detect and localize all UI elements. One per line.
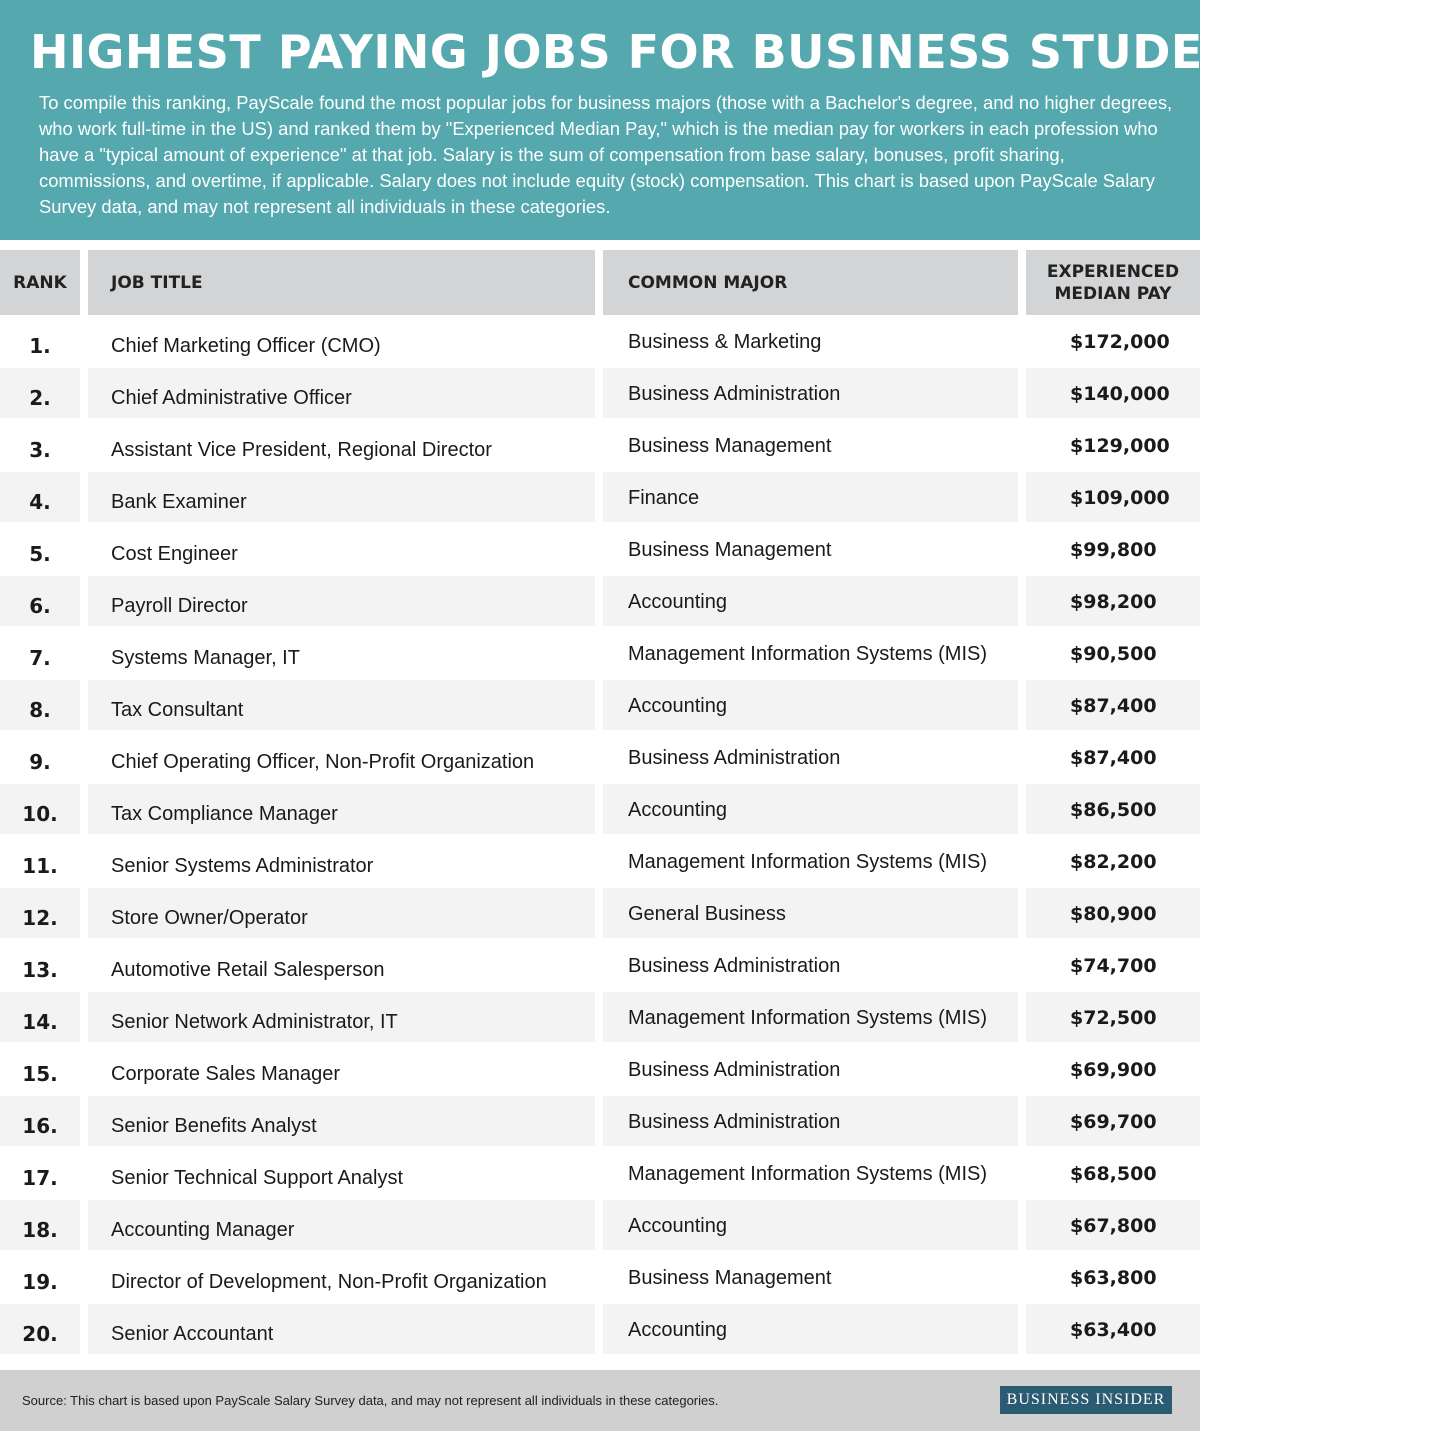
- table-row: [0, 576, 1200, 628]
- job-title-cell: Assistant Vice President, Regional Director: [111, 439, 492, 461]
- median-pay-cell: $140,000: [1026, 368, 1200, 418]
- rank-cell: 6.: [0, 576, 80, 626]
- common-major-cell: Accounting: [603, 784, 1018, 834]
- median-pay-cell: $98,200: [1026, 576, 1200, 626]
- rank-cell: 2.: [0, 368, 80, 418]
- rank-cell: 1.: [29, 334, 51, 358]
- common-major-cell: Accounting: [603, 1304, 1018, 1354]
- median-pay-cell: $109,000: [1026, 472, 1200, 522]
- median-pay-cell: $72,500: [1026, 992, 1200, 1042]
- job-title-cell: Tax Consultant: [88, 680, 595, 730]
- table-row: [0, 420, 1200, 472]
- common-major-cell: Management Information Systems (MIS): [628, 851, 988, 873]
- header-banner: [0, 0, 1454, 240]
- common-major-cell: General Business: [603, 888, 1018, 938]
- table-row: [0, 992, 1200, 1044]
- rank-cell: 15.: [22, 1062, 58, 1086]
- common-major-cell: Business Management: [628, 539, 832, 561]
- table-row: [0, 732, 1200, 784]
- job-title-cell: Senior Network Administrator, IT: [88, 992, 595, 1042]
- common-major-cell: Management Information Systems (MIS): [603, 992, 1018, 1042]
- common-major-cell: Business Administration: [628, 955, 841, 977]
- table-row: [0, 1096, 1200, 1148]
- common-major-cell: Finance: [603, 472, 1018, 522]
- rank-cell: 4.: [0, 472, 80, 522]
- median-pay-cell: $90,500: [1070, 643, 1157, 665]
- median-pay-cell: $172,000: [1070, 331, 1170, 353]
- column-header-common-major: COMMON MAJOR: [603, 250, 1018, 315]
- rank-cell: 5.: [29, 542, 51, 566]
- median-pay-cell: $87,400: [1070, 747, 1157, 769]
- median-pay-cell: $69,900: [1070, 1059, 1157, 1081]
- table-row: [0, 1252, 1200, 1304]
- source-note: Source: This chart is based upon PayScale Salary Survey data, and may not represent all individuals in these categories.: [22, 1393, 719, 1408]
- column-header-job-title: JOB TITLE: [88, 250, 595, 315]
- salary-table-body: [0, 316, 1200, 1356]
- rank-cell: 8.: [0, 680, 80, 730]
- job-title-cell: Chief Operating Officer, Non-Profit Organization: [111, 751, 535, 773]
- table-row: [0, 836, 1200, 888]
- table-row: [0, 1200, 1200, 1252]
- median-pay-cell: $63,400: [1026, 1304, 1200, 1354]
- intro-text: To compile this ranking, PayScale found the most popular jobs for business majors (those with a Bachelor's degree, and no higher degrees, who work full-time in the US) and ranked them by "Experienced Median Pay," which is the median pay for workers in each profession who have a "typical amount of experience" at that job. Salary is the sum of compensation from base salary, bonuses, profit sharing, commissions, and overtime, if applicable. Salary does not include equity (stock) compensation. This chart is based upon PayScale Salary Survey data, and may not represent all individuals in these categories.: [39, 92, 1173, 217]
- job-title-cell: Senior Accountant: [88, 1304, 595, 1354]
- job-title-cell: Corporate Sales Manager: [111, 1063, 341, 1085]
- footer: [0, 1370, 1200, 1431]
- rank-cell: 20.: [0, 1304, 80, 1354]
- rank-cell: 7.: [29, 646, 51, 670]
- table-row: [0, 940, 1200, 992]
- job-title-cell: Director of Development, Non-Profit Organization: [111, 1271, 547, 1293]
- common-major-cell: Business Management: [628, 435, 832, 457]
- median-pay-cell: $87,400: [1026, 680, 1200, 730]
- column-header-median-pay: EXPERIENCED MEDIAN PAY: [1026, 250, 1200, 315]
- median-pay-cell: $69,700: [1026, 1096, 1200, 1146]
- table-row: [0, 316, 1200, 368]
- job-title-cell: Accounting Manager: [88, 1200, 595, 1250]
- rank-cell: 3.: [29, 438, 51, 462]
- job-title-cell: Payroll Director: [88, 576, 595, 626]
- table-row: [0, 1044, 1200, 1096]
- median-pay-cell: $86,500: [1026, 784, 1200, 834]
- table-row: [0, 888, 1200, 940]
- rank-cell: 19.: [22, 1270, 58, 1294]
- job-title-cell: Chief Administrative Officer: [88, 368, 595, 418]
- median-pay-cell: $129,000: [1070, 435, 1170, 457]
- rank-cell: 18.: [0, 1200, 80, 1250]
- job-title-cell: Systems Manager, IT: [111, 647, 300, 669]
- common-major-cell: Accounting: [603, 680, 1018, 730]
- chart-title: HIGHEST PAYING JOBS FOR BUSINESS STUDENTS 2015: [30, 25, 1454, 79]
- common-major-cell: Accounting: [603, 1200, 1018, 1250]
- business-insider-logo: BUSINESS INSIDER: [1000, 1386, 1172, 1414]
- rank-cell: 14.: [0, 992, 80, 1042]
- median-pay-cell: $63,800: [1070, 1267, 1157, 1289]
- table-row: [0, 784, 1200, 836]
- median-pay-cell: $82,200: [1070, 851, 1157, 873]
- job-title-cell: Tax Compliance Manager: [88, 784, 595, 834]
- job-title-cell: Senior Technical Support Analyst: [111, 1167, 404, 1189]
- median-pay-cell: $99,800: [1070, 539, 1157, 561]
- rank-cell: 9.: [29, 750, 51, 774]
- rank-cell: 10.: [0, 784, 80, 834]
- table-row: [0, 524, 1200, 576]
- common-major-cell: Management Information Systems (MIS): [628, 1163, 988, 1185]
- column-header-rank: RANK: [0, 250, 80, 315]
- common-major-cell: Business Administration: [603, 368, 1018, 418]
- table-row: [0, 472, 1200, 524]
- job-title-cell: Cost Engineer: [111, 543, 238, 565]
- job-title-cell: Automotive Retail Salesperson: [111, 959, 385, 981]
- table-row: [0, 1304, 1200, 1356]
- rank-cell: 17.: [22, 1166, 58, 1190]
- job-title-cell: Chief Marketing Officer (CMO): [111, 335, 381, 357]
- common-major-cell: Business Administration: [628, 747, 841, 769]
- median-pay-cell: $80,900: [1026, 888, 1200, 938]
- common-major-cell: Accounting: [603, 576, 1018, 626]
- median-pay-cell: $68,500: [1070, 1163, 1157, 1185]
- common-major-cell: Business Administration: [603, 1096, 1018, 1146]
- common-major-cell: Business Administration: [628, 1059, 841, 1081]
- table-row: [0, 368, 1200, 420]
- job-title-cell: Senior Benefits Analyst: [88, 1096, 595, 1146]
- job-title-cell: Senior Systems Administrator: [111, 855, 374, 877]
- table-row: [0, 1148, 1200, 1200]
- rank-cell: 11.: [22, 854, 58, 878]
- table-row: [0, 680, 1200, 732]
- common-major-cell: Business Management: [628, 1267, 832, 1289]
- job-title-cell: Bank Examiner: [88, 472, 595, 522]
- rank-cell: 16.: [0, 1096, 80, 1146]
- rank-cell: 12.: [0, 888, 80, 938]
- job-title-cell: Store Owner/Operator: [88, 888, 595, 938]
- common-major-cell: Management Information Systems (MIS): [628, 643, 988, 665]
- median-pay-cell: $67,800: [1026, 1200, 1200, 1250]
- table-row: [0, 628, 1200, 680]
- median-pay-cell: $74,700: [1070, 955, 1157, 977]
- common-major-cell: Business & Marketing: [628, 331, 822, 353]
- rank-cell: 13.: [22, 958, 58, 982]
